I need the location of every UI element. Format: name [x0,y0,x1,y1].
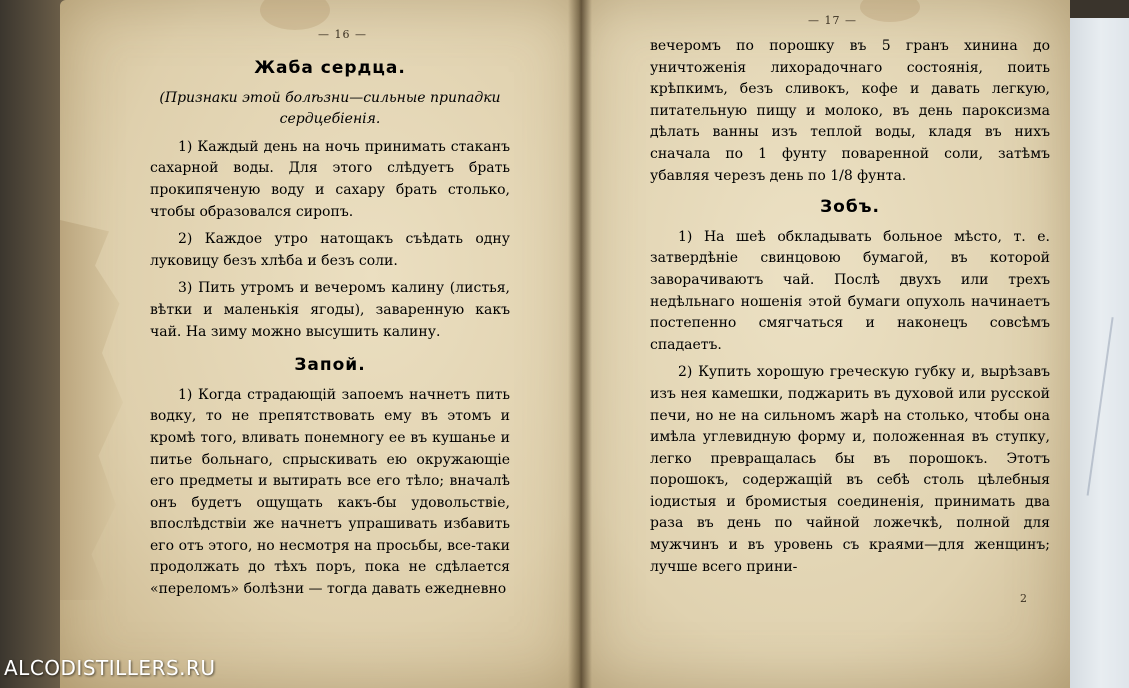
paragraph: 3) Пить утромъ и вечеромъ калину (листья, вѣтки и маленькія ягоды), заваренную какъ чай. На зиму можно высушить калину. [150,280,510,340]
paragraph: 2) Каждое утро натощакъ съѣдать одну луковицу безъ хлѣба и безъ соли. [150,231,510,269]
right-page-number: — 17 — [808,14,857,27]
paper-stain [260,0,330,30]
paragraph: 1) Каждый день на ночь принимать стаканъ сахарной воды. Для этого слѣдуетъ брать прокипяченую воду и сахару брать столько, чтобы образовался сиропъ. [150,138,510,220]
left-page-text [150,52,510,607]
left-page-number: — 16 — [318,28,367,41]
paragraph: 1) Когда страдающій запоемъ начнетъ пить водку, то не препятствовать ему въ этомъ и кромѣ того, вливать понемногу ее въ кушанье и питье больнаго, спрыскивать ею окружающіе его предметы и вытирать все его тѣло; вначалѣ онъ будетъ ощущать какъ-бы удовольствіе, впослѣдствіи же начнетъ упрашивать избавить его отъ этого, но несмотря на просьбы, все-таки продолжать до тѣхъ поръ, пока не сдѣлается «переломъ» болѣзни — тогда давать ежедневно [150,386,510,598]
paragraph: 2) Купить хорошую греческую губку и, вырѣзавъ изъ нея камешки, поджарить въ духовой или русской печи, но не на сильномъ жарѣ на столько, чтобы она имѣла углевидную форму и, положенная въ ступку, легко превращалась бы въ порошокъ. Этотъ порошокъ, содержащій въ себѣ столь цѣлебныя іодистыя и бромистыя соединенія, принимать два раза въ день по чайной ложечкѣ, полной для мужчинъ и въ уровень съ краями—для женщинъ; лучше всего прини- [650,364,1050,575]
printer-signature-mark: 2 [1020,592,1027,605]
paragraph-continued: вечеромъ по порошку въ 5 гранъ хинина до уничтоженія лихорадочнаго состоянія, поить крѣпкимъ, безъ сливокъ, кофе и давать легкую, питательную пищу и молоко, въ день пароксизма дѣлать ванны изъ теплой воды, кладя въ нихъ сначала по 1 фунту поваренной соли, затѣмъ убавляя черезъ день по 1/8 фунта. [650,38,1050,184]
right-page-text [650,36,1050,584]
heading-zob: Зобъ. [820,197,880,218]
torn-page-edge [60,220,130,600]
subtitle-symptoms: (Признаки этой болѣзни—сильные припадки сердцебіенія. [159,89,501,128]
heading-zapoy: Запой. [294,355,366,376]
book-gutter [568,0,592,688]
paragraph: 1) На шеѣ обкладывать больное мѣсто, т. е. затвердѣніе свинцовою бумагой, въ которой заворачиваютъ чай. Послѣ двухъ или трехъ недѣльнаго ношенія этой бумаги опухоль начинаетъ постепенно смягчаться и наконецъ совсѣмъ спадаетъ. [650,228,1050,353]
paper-stain [860,0,920,22]
watermark: ALCODISTILLERS.RU [4,656,216,680]
heading-zhaba-serdtsa: Жаба сердца. [254,58,406,78]
